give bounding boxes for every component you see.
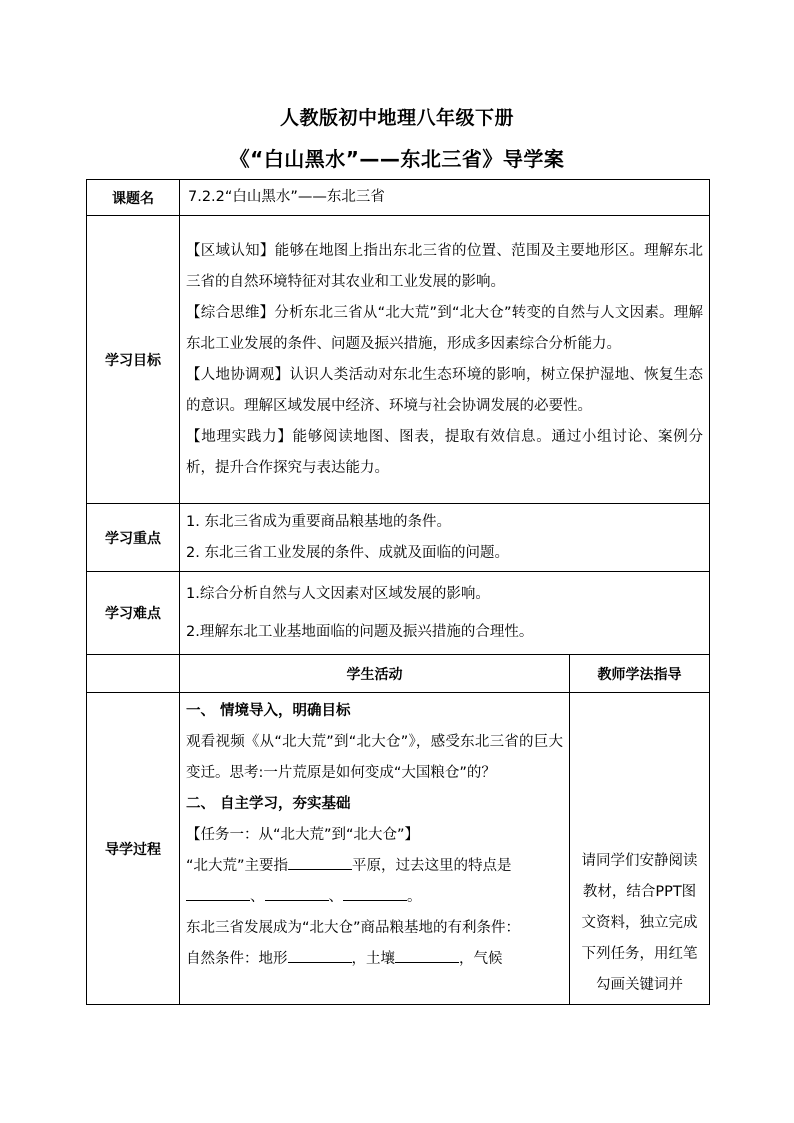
goal-item — [186, 298, 703, 360]
teacher-note: 请同学们安静阅读教材，结合PPT图文资料，独立完成下列任务，用红笔勾画关键词并 — [570, 693, 710, 1005]
fill-blank[interactable] — [288, 851, 352, 870]
goal-tag: 【综合思维】 — [186, 304, 275, 321]
difficulties-content — [180, 572, 710, 655]
goal-text: 认识人类活动对东北生态环境的影响，树立保护湿地、恢复生态的意识。理解区域发展中经济、环境与社会协调发展的必要性。 — [186, 366, 704, 414]
goal-tag: 【区域认知】 — [186, 242, 275, 259]
document-subtitle: 《“白山黑水”——东北三省》导学案 — [229, 147, 565, 171]
fill-blank[interactable] — [186, 882, 250, 901]
goal-item — [186, 360, 703, 422]
study-guide-table — [86, 179, 710, 1005]
question-1-continued — [186, 882, 563, 913]
student-activity-header: 学生活动 — [180, 655, 570, 693]
task1-title: 【任务一：从“北大荒”到“北大仓”】 — [186, 827, 420, 843]
process-content — [180, 693, 570, 1005]
fill-blank[interactable] — [288, 944, 352, 963]
process-row — [87, 693, 710, 1005]
goals-content — [180, 216, 710, 504]
question-3 — [186, 944, 563, 975]
difficulty-item: 1.综合分析自然与人文因素对区域发展的影响。 — [186, 586, 490, 602]
q1-text-b: 平原，过去这里的特点是 — [352, 858, 512, 874]
goal-text: 能够在地图上指出东北三省的位置、范围及主要地形区。理解东北三省的自然环境特征对其农业和工业发展的影响。 — [186, 242, 704, 290]
fill-blank[interactable] — [395, 944, 459, 963]
section1-title: 一、 情境导入，明确目标 — [186, 703, 351, 719]
goal-tag: 【人地协调观】 — [186, 366, 290, 383]
difficulties-row — [87, 572, 710, 655]
q3-text-c: ，气候 — [459, 951, 503, 967]
document-title: 人教版初中地理八年级下册 — [279, 107, 514, 129]
section1-text: 观看视频《从“北大荒”到“北大仓”》，感受东北三省的巨大变迁。思考:一片荒原是如何变成“大国粮仓”的？ — [186, 734, 563, 781]
topic-label: 课题名 — [87, 180, 180, 216]
q3-text-b: ，土壤 — [351, 951, 395, 967]
key-points-row — [87, 504, 710, 572]
goal-item — [186, 236, 703, 298]
separator: 、 — [250, 889, 265, 905]
key-point-item: 1. 东北三省成为重要商品粮基地的条件。 — [186, 513, 451, 530]
question-1 — [186, 851, 563, 882]
key-point-item: 2. 东北三省工业发展的条件、成就及面临的问题。 — [186, 544, 509, 561]
fill-blank[interactable] — [265, 882, 329, 901]
teacher-guidance-header: 教师学法指导 — [570, 655, 710, 693]
topic-row — [87, 180, 710, 216]
goal-text: 能够阅读地图、图表，提取有效信息。通过小组讨论、案例分析，提升合作探究与表达能力。 — [186, 428, 704, 476]
goals-row — [87, 216, 710, 504]
key-points-label: 学习重点 — [87, 504, 180, 572]
topic-value: 7.2.2“白山黑水”——东北三省 — [180, 180, 710, 216]
separator: 、 — [328, 889, 343, 905]
goal-item — [186, 422, 703, 484]
q1-text-a: “北大荒”主要指 — [186, 858, 289, 874]
column-header-row — [87, 655, 710, 693]
question-2: 东北三省发展成为“北大仓”商品粮基地的有利条件： — [186, 920, 521, 936]
fill-blank[interactable] — [343, 882, 407, 901]
process-label: 导学过程 — [87, 693, 180, 1005]
section2-title: 二、 自主学习，夯实基础 — [186, 796, 351, 812]
goal-tag: 【地理实践力】 — [186, 428, 293, 445]
goal-text: 分析东北三省从“北大荒”到“北大仓”转变的自然与人文因素。理解东北工业发展的条件、问题及振兴措施，形成多因素综合分析能力。 — [186, 304, 704, 352]
difficulty-item: 2.理解东北工业基地面临的问题及振兴措施的合理性。 — [186, 624, 534, 640]
goals-label: 学习目标 — [87, 216, 180, 504]
key-points-content — [180, 504, 710, 572]
q3-text-a: 自然条件：地形 — [186, 951, 288, 967]
empty-header-cell — [87, 655, 180, 693]
end-mark: 。 — [407, 889, 422, 905]
difficulties-label: 学习难点 — [87, 572, 180, 655]
